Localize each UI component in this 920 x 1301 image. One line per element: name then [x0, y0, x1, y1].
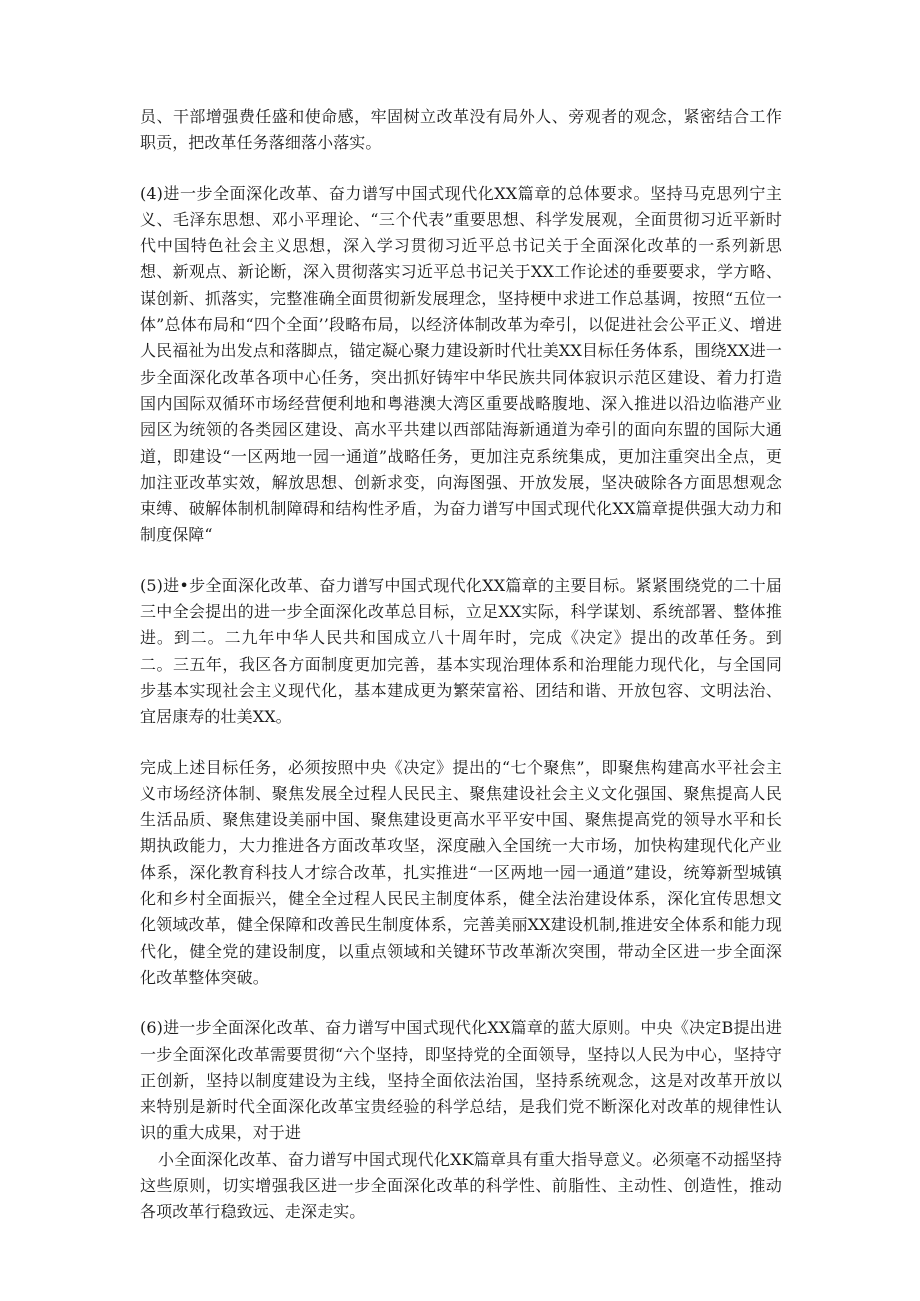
paragraph-principles: (6)进一步全面深化改革、奋力谱写中国式现代化XX篇章的蓝大原则。中央《决定B提出进一步全面深化改革需要贯彻“六个坚持，即坚持党的全面领导，坚持以人民为中心，坚持守正创新，坚持以制度建设为主线，坚持全面依法治国，坚持系统观念，这是对改革开放以来特别是新时代全面深化改革宝贵经验的科学总结，是我们党不断深化对改革的规律性认识的重大成果，对于进	[140, 1018, 782, 1143]
paragraph-general-requirements: (4)进一步全面深化改革、奋力谱写中国式现代化XX篇章的总体要求。坚持马克思列宁主义、毛泽东思想、邓小平理论、“三个代表”重要思想、科学发展观，全面贯彻习近平新时代中国特色社会主义思想，深入学习贯彻习近平总书记关于全面深化改革的一系列新思想、新观点、新论断，深入贯彻落实习近平总书记关于XX工作论述的垂要要求，学方略、谋创新、抓落实，完整准确全面贯彻新发展理念，坚持梗中求进工作总基调，按照“五位一体”总体布局和“四个全面’’段略布局，以经济体制改革为牵引，以促进社会公平正义、增进人民福祉为出发点和落脚点，锚定凝心聚力建设新时代壮美XX目标任务体系，围绕XX进一步全面深化改革各项中心任务，突出抓好铸牢中华民族共同体寂识示范区建设、着力打造国内国际双循环市场经营便利地和粤港澳大湾区重要战略腹地、深入推进以沿边临港产业园区为统领的各类园区建设、高水平共建以西部陆海新通道为牵引的面向东盟的国际大通道，即建设“一区两地一园一通道”战略任务，更加注克系统集成，更加注重突出全点，更加注亚改革实效，解放思想、创新求变，向海图强、开放发展，坚决破除各方面思想观念束缚、破解体制机制障碍和结构性矛盾，为奋力谱写中国式现代化XX篇章提供强大动力和制度保障“	[140, 183, 782, 545]
paragraph-main-goals: (5)进•步全面深化改革、奋力谱写中国式现代化XX篇章的主要目标。紧紧围绕党的二十届三中全会提出的进一步全面深化改革总目标，立足XX实际，科学谋划、系统部署、整体推进。到二。二九年中华人民共和国成立八十周年时，完成《决定》提出的改革任务。到二。三五年，我区各方面制度更加完善，基本实现治理体系和治理能力现代化，与全国同步基本实现社会主义现代化，基本建成更为繁荣富裕、团结和谐、开放包容、文明法治、宜居康寿的壮美XX。	[140, 575, 782, 727]
document-body	[140, 104, 782, 1250]
paragraph-principles-continued: 小全面深化改革、奋力谱写中国式现代化XK篇章具有重大指导意义。必须毫不动摇坚持这些原则，切实增强我区进一步全面深化改革的科学性、前脂性、主动性、创造性，推动各项改革行稳致远、走深走实。	[140, 1149, 782, 1222]
paragraph-seven-focuses: 完成上述目标任务，必须按照中央《决定》提出的“七个聚焦”，即聚焦构建高水平社会主义市场经济体制、聚焦发展全过程人民民主、聚焦建设社会主义文化强国、聚焦提高人民生活品质、聚焦建设美丽中国、聚焦建设更高水平平安中国、聚焦提高党的领导水平和长期执政能力，大力推进各方面改革攻坚，深度融入全国统一大市场，加快构建现代化产业体系，深化教育科技人才综合改革，扎实推进“一区两地一园一通道”建设，统筹新型城镇化和乡村全面振兴，健全全过程人民民主制度体系，健全法治建设体系，深化宜传思想文化领域改革，健全保障和改善民生制度体系，完善美丽XX建设机制,推进安全体系和能力现代化，健全党的建设制度，以重点领域和关键环节改革渐次突围，带动全区进一步全面深化改革整体突破。	[140, 757, 782, 987]
paragraph-continuation: 员、干部增强费任盛和使命感，牢固树立改革没有局外人、旁观者的观念，紧密结合工作职贡，把改革任务落细落小落实。	[140, 107, 782, 153]
